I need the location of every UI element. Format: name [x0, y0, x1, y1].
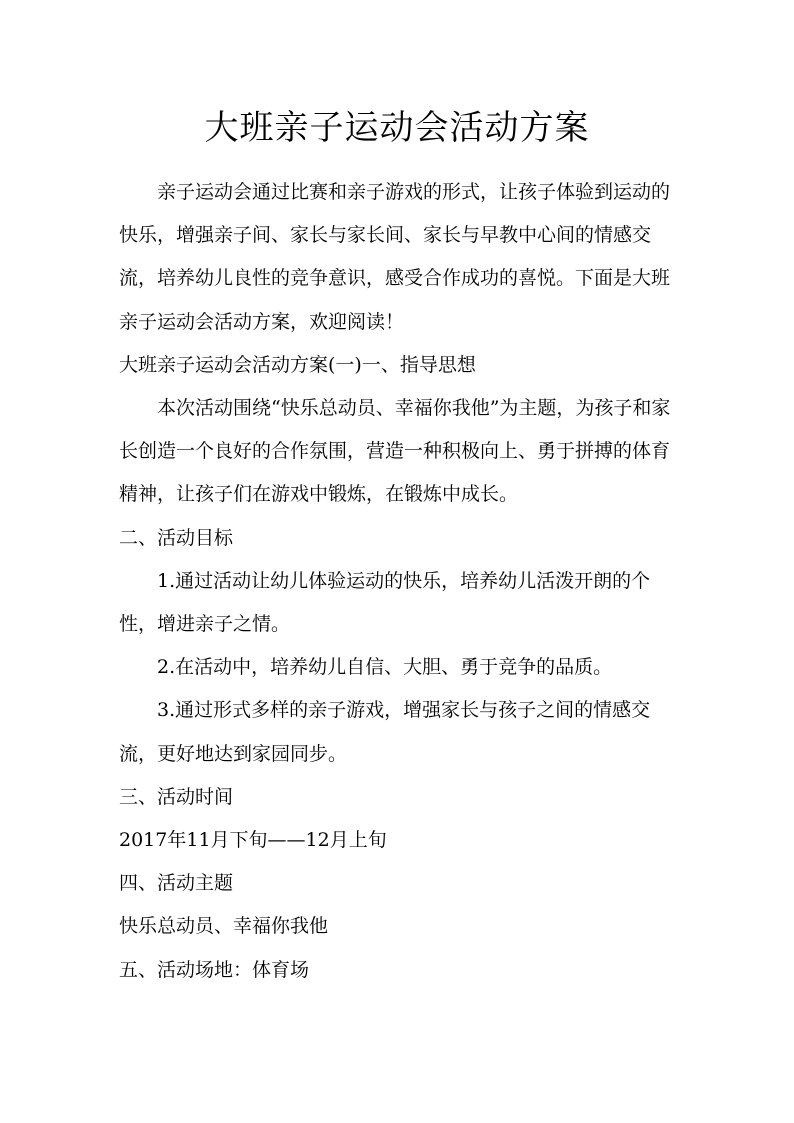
document-title: 大班亲子运动会活动方案 — [204, 108, 590, 148]
guiding-thought-paragraph: 本次活动围绕“快乐总动员、幸福你我他”为主题，为孩子和家长创造一个良好的合作氛围，营造一种积极向上、勇于拼搏的体育精神，让孩子们在游戏中锻炼，在锻炼中成长。 — [119, 397, 671, 506]
section-heading-goals: 二、活动目标 — [119, 526, 234, 549]
section-heading-theme: 四、活动主题 — [119, 872, 234, 895]
activity-time-text: 2017年11月下旬——12月上旬 — [119, 829, 387, 852]
section-heading-time: 三、活动时间 — [119, 785, 234, 808]
goal-item-3: 3.通过形式多样的亲子游戏，增强家长与孩子之间的情感交流，更好地达到家园同步。 — [119, 699, 651, 765]
activity-theme-text: 快乐总动员、幸福你我他 — [119, 915, 329, 938]
goal-item-2: 2.在活动中，培养幼儿自信、大胆、勇于竞争的品质。 — [157, 656, 613, 679]
document-body — [119, 171, 679, 992]
section-heading-venue: 五、活动场地：体育场 — [119, 958, 310, 981]
section-heading-plan-one: 大班亲子运动会活动方案(一)一、指导思想 — [119, 353, 476, 376]
goal-item-1: 1.通过活动让幼儿体验运动的快乐，培养幼儿活泼开朗的个性，增进亲子之情。 — [119, 569, 651, 636]
intro-paragraph: 亲子运动会通过比赛和亲子游戏的形式，让孩子体验到运动的快乐，增强亲子间、家长与家长间、家长与早教中心间的情感交流，培养幼儿良性的竞争意识，感受合作成功的喜悦。下面是大班亲子运动会活动方案，欢迎阅读！ — [119, 181, 671, 333]
